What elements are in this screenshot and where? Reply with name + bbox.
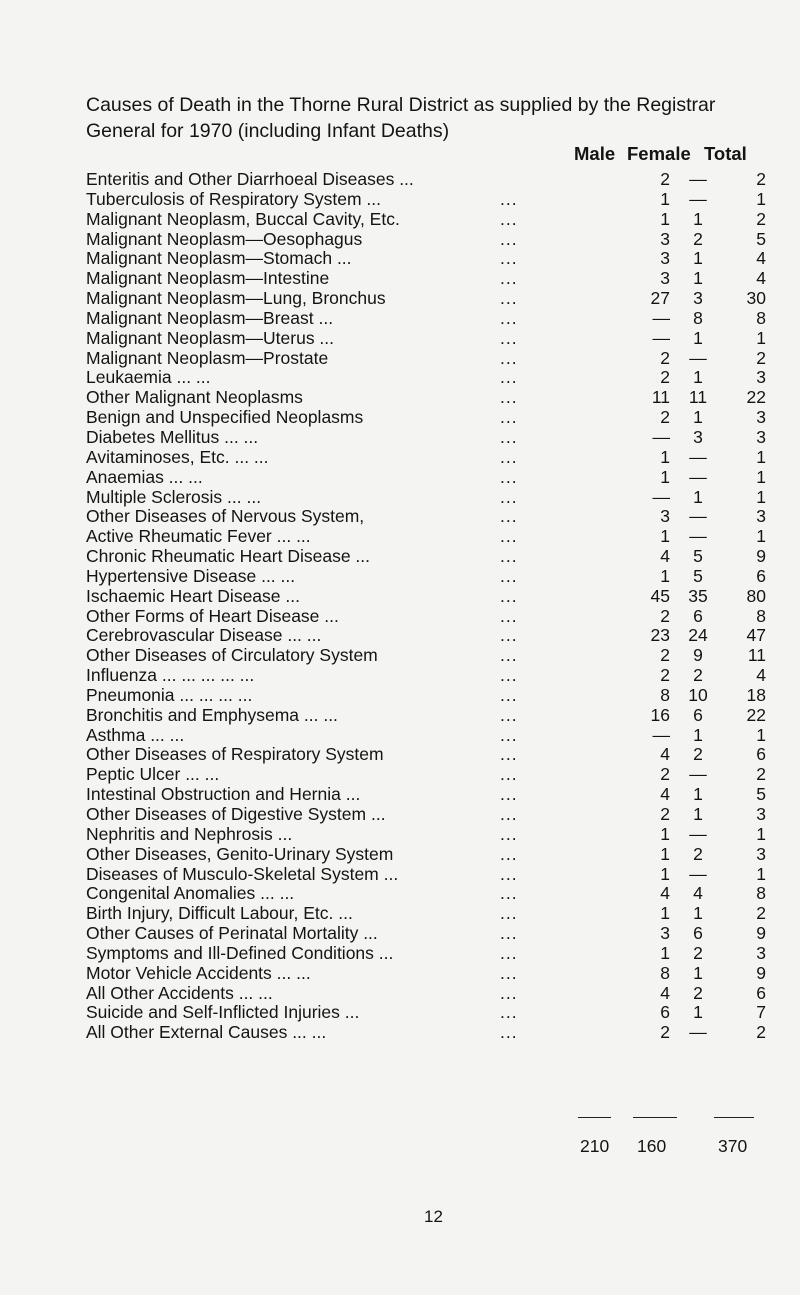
leader-dots: ... xyxy=(500,645,518,666)
table-row xyxy=(86,269,766,289)
table-row xyxy=(86,428,766,448)
female-count: — xyxy=(689,466,707,487)
female-count: 2 xyxy=(693,228,703,249)
table-row xyxy=(86,686,766,706)
cause-label: Anaemias ... ... xyxy=(86,466,203,487)
page-number: 12 xyxy=(424,1207,443,1226)
cause-label: Malignant Neoplasm—Oesophagus xyxy=(86,228,363,249)
cause-label: Malignant Neoplasm, Buccal Cavity, Etc. xyxy=(86,208,400,229)
cause-label: Symptoms and Ill-Defined Conditions ... xyxy=(86,942,394,963)
leader-dots: ... xyxy=(500,546,518,567)
table-row xyxy=(86,210,766,230)
male-count: 1 xyxy=(660,466,670,487)
female-count: 8 xyxy=(693,307,703,328)
cause-label: Other Causes of Perinatal Mortality ... xyxy=(86,923,378,944)
total-count: 11 xyxy=(747,645,766,666)
leader-dots: ... xyxy=(500,248,518,269)
male-count: — xyxy=(652,486,670,507)
female-count: — xyxy=(689,446,707,467)
cause-label: Bronchitis and Emphysema ... ... xyxy=(86,704,338,725)
leader-dots: ... xyxy=(500,665,518,686)
leader-dots: ... xyxy=(500,923,518,944)
female-count: 5 xyxy=(693,565,703,586)
leader-dots: ... xyxy=(500,288,518,309)
total-count: 2 xyxy=(756,1022,766,1043)
male-count: 3 xyxy=(660,228,670,249)
table-row xyxy=(86,904,766,924)
total-count: 5 xyxy=(756,228,766,249)
total-count: 47 xyxy=(746,625,766,646)
leader-dots: ... xyxy=(500,426,518,447)
cause-label: Other Diseases, Genito-Urinary System xyxy=(86,843,394,864)
female-count: 1 xyxy=(693,208,703,229)
male-count: 8 xyxy=(660,684,670,705)
cause-label: Malignant Neoplasm—Breast ... xyxy=(86,307,334,328)
total-count: 9 xyxy=(756,962,766,983)
male-count: 1 xyxy=(660,823,670,844)
male-count: 2 xyxy=(660,645,670,666)
table-row xyxy=(86,309,766,329)
table-row xyxy=(86,745,766,765)
total-count: 80 xyxy=(746,585,766,606)
cause-label: Pneumonia ... ... ... ... xyxy=(86,684,253,705)
male-count: — xyxy=(652,426,670,447)
female-count: 24 xyxy=(688,625,708,646)
table-row xyxy=(86,388,766,408)
total-count: 22 xyxy=(746,387,766,408)
cause-label: Enteritis and Other Diarrhoeal Diseases ... xyxy=(86,169,414,189)
male-count: 1 xyxy=(660,188,670,209)
female-count: 9 xyxy=(693,645,703,666)
total-count: 4 xyxy=(756,268,766,289)
leader-dots: ... xyxy=(500,823,518,844)
male-count: 2 xyxy=(660,605,670,626)
male-count: 6 xyxy=(660,1002,670,1023)
female-count: 3 xyxy=(693,426,703,447)
total-count: 1 xyxy=(756,724,766,745)
total-count: 2 xyxy=(756,764,766,785)
female-count: 6 xyxy=(693,605,703,626)
cause-label: Malignant Neoplasm—Lung, Bronchus xyxy=(86,288,386,309)
female-count: 1 xyxy=(693,486,703,507)
cause-label: Avitaminoses, Etc. ... ... xyxy=(86,446,269,467)
leader-dots: ... xyxy=(500,565,518,586)
cause-label: Diabetes Mellitus ... ... xyxy=(86,426,259,447)
female-count: 1 xyxy=(693,367,703,388)
male-count: 2 xyxy=(660,1022,670,1043)
male-count: 45 xyxy=(650,585,670,606)
male-count: 27 xyxy=(650,288,670,309)
cause-label: Malignant Neoplasm—Stomach ... xyxy=(86,248,352,269)
male-count: — xyxy=(652,327,670,348)
female-count: — xyxy=(689,169,707,189)
female-count: — xyxy=(689,347,707,368)
male-count: 3 xyxy=(660,268,670,289)
total-count: 1 xyxy=(756,327,766,348)
leader-dots: ... xyxy=(500,526,518,547)
cause-label: Other Malignant Neoplasms xyxy=(86,387,303,408)
female-count: 1 xyxy=(693,1002,703,1023)
table-row xyxy=(86,368,766,388)
total-count: 1 xyxy=(756,823,766,844)
female-count: 35 xyxy=(688,585,708,606)
table-row xyxy=(86,805,766,825)
cause-label: Cerebrovascular Disease ... ... xyxy=(86,625,322,646)
male-count: 2 xyxy=(660,347,670,368)
male-count: 2 xyxy=(660,665,670,686)
table-row xyxy=(86,249,766,269)
total-count: 30 xyxy=(746,288,766,309)
female-count: 1 xyxy=(693,407,703,428)
header-female: Female xyxy=(627,143,691,164)
leader-dots: ... xyxy=(500,843,518,864)
male-total-rule xyxy=(578,1117,611,1118)
male-count: — xyxy=(652,724,670,745)
table-row xyxy=(86,825,766,845)
female-count: 1 xyxy=(693,962,703,983)
table-row xyxy=(86,587,766,607)
male-count: 1 xyxy=(660,903,670,924)
male-count: 4 xyxy=(660,784,670,805)
leader-dots: ... xyxy=(500,446,518,467)
table-row xyxy=(86,190,766,210)
grand-total: 370 xyxy=(718,1136,748,1156)
leader-dots: ... xyxy=(500,1022,518,1043)
leader-dots: ... xyxy=(500,407,518,428)
table-row xyxy=(86,230,766,250)
total-count: 1 xyxy=(756,486,766,507)
table-row xyxy=(86,626,766,646)
leader-dots: ... xyxy=(500,883,518,904)
female-count: 6 xyxy=(693,923,703,944)
cause-label: Other Forms of Heart Disease ... xyxy=(86,605,339,626)
male-count: 4 xyxy=(660,744,670,765)
male-count: 1 xyxy=(660,446,670,467)
cause-label: Hypertensive Disease ... ... xyxy=(86,565,296,586)
female-count: 1 xyxy=(693,724,703,745)
leader-dots: ... xyxy=(500,724,518,745)
male-count: 1 xyxy=(660,863,670,884)
total-count: 1 xyxy=(756,446,766,467)
cause-label: Other Diseases of Nervous System, xyxy=(86,506,365,527)
title-line-2: General for 1970 (including Infant Deaths) xyxy=(86,120,450,142)
causes-table xyxy=(86,170,766,1043)
female-count: 10 xyxy=(688,684,708,705)
male-count: 2 xyxy=(660,367,670,388)
leader-dots: ... xyxy=(500,684,518,705)
table-row xyxy=(86,349,766,369)
leader-dots: ... xyxy=(500,804,518,824)
leader-dots: ... xyxy=(500,704,518,725)
table-row xyxy=(86,547,766,567)
table-row xyxy=(86,527,766,547)
table-row xyxy=(86,607,766,627)
male-count: 23 xyxy=(650,625,670,646)
cause-label: All Other Accidents ... ... xyxy=(86,982,273,1003)
cause-label: Other Diseases of Respiratory System xyxy=(86,744,384,765)
total-count: 3 xyxy=(756,843,766,864)
cause-label: Congenital Anomalies ... ... xyxy=(86,883,295,904)
leader-dots: ... xyxy=(500,903,518,924)
total-count: 2 xyxy=(756,903,766,924)
male-count: 2 xyxy=(660,804,670,824)
total-count: 2 xyxy=(756,169,766,189)
table-row xyxy=(86,567,766,587)
male-count: 2 xyxy=(660,764,670,785)
male-count: 1 xyxy=(660,942,670,963)
male-count: 11 xyxy=(651,387,670,408)
total-count: 4 xyxy=(756,665,766,686)
table-row xyxy=(86,468,766,488)
table-row xyxy=(86,984,766,1004)
document-title xyxy=(86,92,776,144)
cause-label: Suicide and Self-Inflicted Injuries ... xyxy=(86,1002,360,1023)
male-count: 4 xyxy=(660,546,670,567)
cause-label: Intestinal Obstruction and Hernia ... xyxy=(86,784,361,805)
cause-label: Birth Injury, Difficult Labour, Etc. ... xyxy=(86,903,353,924)
male-count: 3 xyxy=(660,506,670,527)
leader-dots: ... xyxy=(500,486,518,507)
total-count: 8 xyxy=(756,605,766,626)
male-count: 3 xyxy=(660,923,670,944)
female-count: 1 xyxy=(693,268,703,289)
leader-dots: ... xyxy=(500,208,518,229)
table-row xyxy=(86,726,766,746)
total-count: 18 xyxy=(746,684,766,705)
cause-label: Motor Vehicle Accidents ... ... xyxy=(86,962,311,983)
table-row xyxy=(86,765,766,785)
leader-dots: ... xyxy=(500,1002,518,1023)
female-count: 2 xyxy=(693,843,703,864)
leader-dots: ... xyxy=(500,982,518,1003)
male-count: 4 xyxy=(660,883,670,904)
female-count: — xyxy=(689,526,707,547)
total-count: 6 xyxy=(756,565,766,586)
table-row xyxy=(86,289,766,309)
female-count: 3 xyxy=(693,288,703,309)
cause-label: Malignant Neoplasm—Prostate xyxy=(86,347,329,368)
table-row xyxy=(86,666,766,686)
total-count: 6 xyxy=(756,982,766,1003)
total-count: 3 xyxy=(756,407,766,428)
female-count: 6 xyxy=(693,704,703,725)
cause-label: Malignant Neoplasm—Intestine xyxy=(86,268,330,289)
header-male: Male xyxy=(574,143,616,164)
male-total: 210 xyxy=(580,1136,610,1156)
total-count: 8 xyxy=(756,883,766,904)
male-count: 3 xyxy=(660,248,670,269)
cause-label: Chronic Rheumatic Heart Disease ... xyxy=(86,546,370,567)
male-count: 2 xyxy=(660,407,670,428)
table-row xyxy=(86,884,766,904)
cause-label: Diseases of Musculo-Skeletal System ... xyxy=(86,863,399,884)
total-count: 1 xyxy=(756,188,766,209)
total-count: 6 xyxy=(756,744,766,765)
total-count: 5 xyxy=(756,784,766,805)
total-count: 9 xyxy=(756,546,766,567)
total-count: 1 xyxy=(756,863,766,884)
cause-label: Asthma ... ... xyxy=(86,724,185,745)
title-line-1: Causes of Death in the Thorne Rural District as supplied by the Registrar xyxy=(86,94,716,116)
male-count: 16 xyxy=(650,704,670,725)
female-count: 1 xyxy=(693,327,703,348)
leader-dots: ... xyxy=(500,585,518,606)
table-row xyxy=(86,646,766,666)
cause-label: Other Diseases of Circulatory System xyxy=(86,645,378,666)
cause-label: Leukaemia ... ... xyxy=(86,367,211,388)
leader-dots: ... xyxy=(500,744,518,765)
total-count: 4 xyxy=(756,248,766,269)
female-count: — xyxy=(689,188,707,209)
total-count: 3 xyxy=(756,942,766,963)
table-row xyxy=(86,1023,766,1043)
cause-label: Nephritis and Nephrosis ... xyxy=(86,823,293,844)
total-count: 3 xyxy=(756,804,766,824)
table-row xyxy=(86,488,766,508)
table-row xyxy=(86,507,766,527)
leader-dots: ... xyxy=(500,367,518,388)
table-row xyxy=(86,785,766,805)
female-total-rule xyxy=(633,1117,677,1118)
male-count: 2 xyxy=(660,169,670,189)
leader-dots: ... xyxy=(500,327,518,348)
total-count: 9 xyxy=(756,923,766,944)
leader-dots: ... xyxy=(500,228,518,249)
total-count: 22 xyxy=(746,704,766,725)
leader-dots: ... xyxy=(500,466,518,487)
female-count: 1 xyxy=(693,248,703,269)
table-row xyxy=(86,944,766,964)
total-count: 1 xyxy=(756,466,766,487)
female-count: — xyxy=(689,823,707,844)
male-count: 1 xyxy=(660,526,670,547)
table-row xyxy=(86,865,766,885)
male-count: 1 xyxy=(660,565,670,586)
female-count: 2 xyxy=(693,665,703,686)
leader-dots: ... xyxy=(500,962,518,983)
total-count: 2 xyxy=(756,208,766,229)
cause-label: Active Rheumatic Fever ... ... xyxy=(86,526,311,547)
leader-dots: ... xyxy=(500,387,518,408)
female-count: 11 xyxy=(688,387,708,408)
female-total: 160 xyxy=(637,1136,667,1156)
table-row xyxy=(86,706,766,726)
leader-dots: ... xyxy=(500,625,518,646)
table-row xyxy=(86,845,766,865)
female-count: — xyxy=(689,1022,707,1043)
table-row xyxy=(86,1003,766,1023)
leader-dots: ... xyxy=(500,605,518,626)
cause-label: Peptic Ulcer ... ... xyxy=(86,764,220,785)
female-count: 1 xyxy=(693,804,703,824)
leader-dots: ... xyxy=(500,506,518,527)
cause-label: Ischaemic Heart Disease ... xyxy=(86,585,300,606)
total-count: 8 xyxy=(756,307,766,328)
cause-label: Malignant Neoplasm—Uterus ... xyxy=(86,327,335,348)
total-count: 3 xyxy=(756,506,766,527)
female-count: 4 xyxy=(693,883,703,904)
female-count: 2 xyxy=(693,942,703,963)
leader-dots: ... xyxy=(500,764,518,785)
male-count: 4 xyxy=(660,982,670,1003)
table-row xyxy=(86,329,766,349)
leader-dots: ... xyxy=(500,863,518,884)
total-count: 1 xyxy=(756,526,766,547)
female-count: 2 xyxy=(693,744,703,765)
leader-dots: ... xyxy=(500,188,518,209)
leader-dots: ... xyxy=(500,942,518,963)
female-count: — xyxy=(689,764,707,785)
total-total-rule xyxy=(714,1117,754,1118)
female-count: — xyxy=(689,506,707,527)
leader-dots: ... xyxy=(500,268,518,289)
cause-label: Tuberculosis of Respiratory System ... xyxy=(86,188,382,209)
leader-dots: ... xyxy=(500,347,518,368)
header-total: Total xyxy=(704,143,747,164)
cause-label: Benign and Unspecified Neoplasms xyxy=(86,407,364,428)
male-count: 1 xyxy=(660,208,670,229)
table-row xyxy=(86,448,766,468)
leader-dots: ... xyxy=(500,307,518,328)
cause-label: Multiple Sclerosis ... ... xyxy=(86,486,262,507)
female-count: 1 xyxy=(693,784,703,805)
cause-label: Other Diseases of Digestive System ... xyxy=(86,804,386,824)
total-count: 7 xyxy=(756,1002,766,1023)
cause-label: All Other External Causes ... ... xyxy=(86,1022,327,1043)
total-count: 2 xyxy=(756,347,766,368)
female-count: — xyxy=(689,863,707,884)
total-count: 3 xyxy=(756,367,766,388)
total-count: 3 xyxy=(756,426,766,447)
cause-label: Influenza ... ... ... ... ... xyxy=(86,665,255,686)
female-count: 2 xyxy=(693,982,703,1003)
table-row xyxy=(86,170,766,190)
table-row xyxy=(86,408,766,428)
table-row xyxy=(86,964,766,984)
female-count: 1 xyxy=(693,903,703,924)
male-count: — xyxy=(652,307,670,328)
leader-dots: ... xyxy=(500,784,518,805)
table-row xyxy=(86,924,766,944)
female-count: 5 xyxy=(693,546,703,567)
male-count: 8 xyxy=(660,962,670,983)
male-count: 1 xyxy=(660,843,670,864)
